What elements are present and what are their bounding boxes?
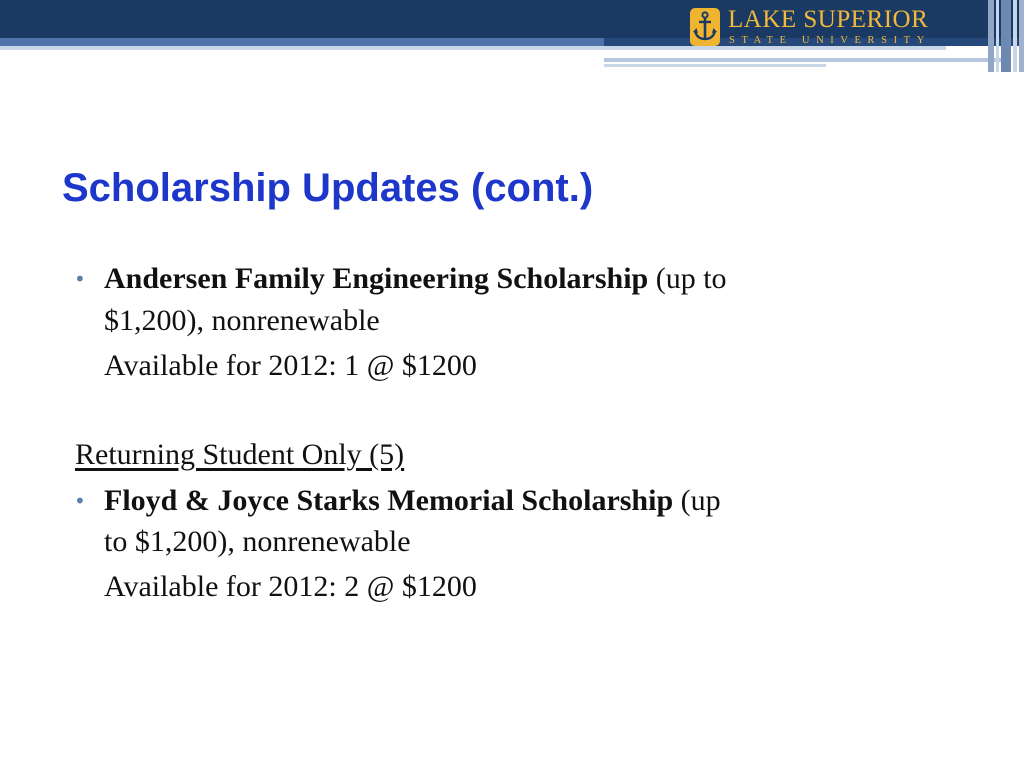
header-stripe bbox=[0, 46, 604, 50]
scholarship-name: Andersen Family Engineering Scholarship bbox=[104, 262, 649, 295]
bullet-icon: • bbox=[74, 489, 86, 513]
section-heading: Returning Student Only (5) bbox=[75, 438, 405, 471]
scholarship-availability: Available for 2012: 1 @ $1200 bbox=[104, 349, 477, 382]
scholarship-detail-line: $1,200), nonrenewable bbox=[104, 304, 380, 337]
header-vertical-stripes bbox=[988, 0, 1024, 72]
scholarship-detail: (up to bbox=[648, 262, 727, 295]
scholarship-item-1 bbox=[104, 262, 727, 296]
header-stripe bbox=[604, 58, 1004, 62]
scholarship-detail-line: to $1,200), nonrenewable bbox=[104, 525, 411, 558]
header-stripe bbox=[604, 46, 946, 50]
anchor-icon bbox=[690, 8, 720, 46]
scholarship-detail: (up bbox=[673, 484, 721, 517]
logo-title: LAKE SUPERIOR bbox=[728, 6, 929, 33]
logo-subtitle: STATE UNIVERSITY bbox=[729, 35, 931, 46]
slide-title: Scholarship Updates (cont.) bbox=[62, 166, 594, 210]
header-stripe bbox=[604, 64, 826, 67]
scholarship-availability: Available for 2012: 2 @ $1200 bbox=[104, 570, 477, 603]
bullet-icon: • bbox=[74, 267, 86, 291]
header-stripe bbox=[0, 38, 604, 46]
scholarship-item-2 bbox=[104, 484, 721, 518]
scholarship-name: Floyd & Joyce Starks Memorial Scholarship bbox=[104, 484, 674, 517]
